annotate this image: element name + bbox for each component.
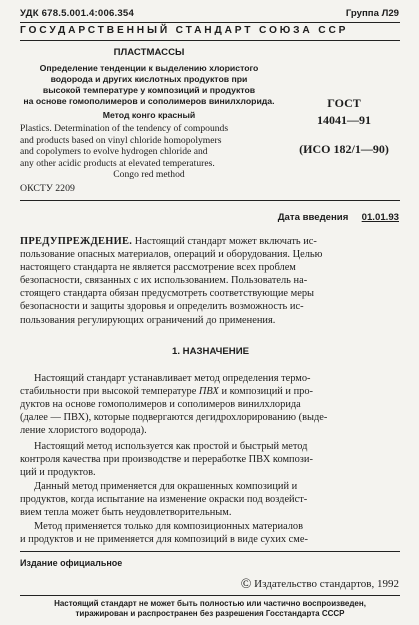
category-title: ПЛАСТМАССЫ	[113, 47, 185, 58]
purpose-paragraph-4	[20, 520, 401, 546]
udk-code: УДК 678.5.001.4:006.354	[20, 8, 134, 19]
section-heading: 1. НАЗНАЧЕНИЕ	[171, 346, 250, 357]
publisher-line	[241, 577, 399, 593]
notice-line: тиражирован и распространен без разрешения Госстандарта СССР	[75, 609, 345, 619]
gost-label: ГОСТ	[327, 96, 361, 110]
english-title-line: Plastics. Determination of the tendency of compounds	[20, 123, 229, 134]
copyright-notice	[20, 599, 400, 620]
english-title-line: Congo red method	[113, 169, 185, 181]
paragraph-line: Данный метод применяется для окрашенных композиций и	[34, 481, 298, 492]
english-title-line: and products based on vinyl chloride homopolymers	[20, 134, 222, 146]
purpose-paragraph-3	[20, 480, 401, 519]
official-edition: Издание официальное	[20, 558, 123, 568]
top-rule	[20, 22, 400, 23]
russian-title	[20, 63, 278, 107]
russian-title-line: водорода и других кислотных продуктов при	[50, 74, 248, 84]
pvc-term: ПВХ	[198, 386, 219, 398]
warning-line: настоящего стандарта не является рассмотрение всех проблем	[20, 262, 296, 274]
russian-title-line: Определение тенденции к выделению хлористого	[39, 63, 259, 73]
purpose-paragraph-2	[20, 440, 401, 479]
warning-line: Настоящий стандарт может включать ис-	[132, 236, 317, 247]
publisher: Издательство стандартов, 1992	[254, 578, 399, 590]
intro-date-label: Дата введения	[277, 212, 349, 223]
paragraph-line: дуктов на основе гомополимеров и сополимеров винилхлорида	[20, 399, 301, 411]
footer-notice-rule	[20, 595, 400, 596]
paragraph-line: продуктов, когда испытание на изменение окраски под воздейст-	[20, 494, 308, 506]
paragraph-line: Метод применяется только для композиционных материалов	[34, 521, 304, 532]
paragraph-line: (далее — ПВХ), которые подвергаются дегидрохлорированию (выде-	[20, 412, 328, 424]
english-title	[20, 123, 278, 181]
title-rule	[20, 40, 400, 41]
group-code: Группа Л29	[345, 8, 399, 19]
warning-line: пользование опасных материалов, операций и оборудования. Целью	[20, 249, 323, 261]
warning-line: безопасности и защиты здоровья и определить возможность ис-	[20, 301, 304, 313]
copyright-icon: ©	[240, 577, 252, 592]
gost-number: 14041—91	[317, 113, 371, 127]
paragraph-line: и продуктов и не применяется для композиций в виде сухих сме-	[20, 534, 308, 546]
russian-title-line: высокой температуре у композиций и продуктов	[42, 85, 256, 95]
paragraph-line: вием тепла может быть неудовлетворительным.	[20, 507, 232, 519]
russian-method: Метод конго красный	[102, 110, 196, 120]
standard-title: ГОСУДАРСТВЕННЫЙ СТАНДАРТ СОЮЗА ССР	[20, 25, 349, 36]
intro-date-value: 01.01.93	[361, 212, 399, 223]
english-title-line: and copolymers to evolve hydrogen chloride and	[20, 146, 208, 158]
warning-line: стоящего стандарта обязан предусмотреть соответствующие меры	[20, 288, 315, 300]
warning-paragraph	[20, 235, 401, 327]
notice-line: Настоящий стандарт не может быть полностью или частично воспроизведен,	[54, 599, 366, 608]
footer-rule	[20, 551, 400, 552]
english-title-line: any other acidic products at elevated temperatures.	[20, 157, 215, 169]
paragraph-line: контроля качества при производстве и переработке ПВХ компози-	[20, 454, 313, 466]
okstu-code: ОКСТУ 2209	[20, 183, 75, 194]
paragraph-line: ций и продуктов.	[20, 467, 96, 479]
warning-line: безопасности, связанных с их использованием. Пользователь на-	[20, 275, 308, 287]
iso-reference: (ИСО 182/1—90)	[299, 142, 389, 156]
warning-lead: ПРЕДУПРЕЖДЕНИЕ.	[20, 236, 133, 247]
intro-date	[278, 212, 399, 223]
paragraph-line: Настоящий метод используется как простой и быстрый метод	[34, 441, 308, 452]
warning-line: пользования регулирующих ограничений до применения.	[20, 314, 276, 326]
paragraph-line: Настоящий стандарт устанавливает метод определения термо-	[34, 373, 311, 384]
russian-title-line: на основе гомополимеров и сополимеров винилхлорида.	[23, 96, 275, 106]
paragraph-line: ление хлористого водорода).	[20, 425, 147, 437]
purpose-paragraph-1: Настоящий стандарт устанавливает метод определения термо- стабильности при высокой температуре ПВХ и композиций и про- дуктов на основе гомополимеров и сополимеров винилхлорида (далее — ПВХ), которые подвергаются дегидрохлорированию (выде- ление хлористого водорода).	[20, 372, 401, 437]
title-block-rule	[20, 200, 400, 201]
